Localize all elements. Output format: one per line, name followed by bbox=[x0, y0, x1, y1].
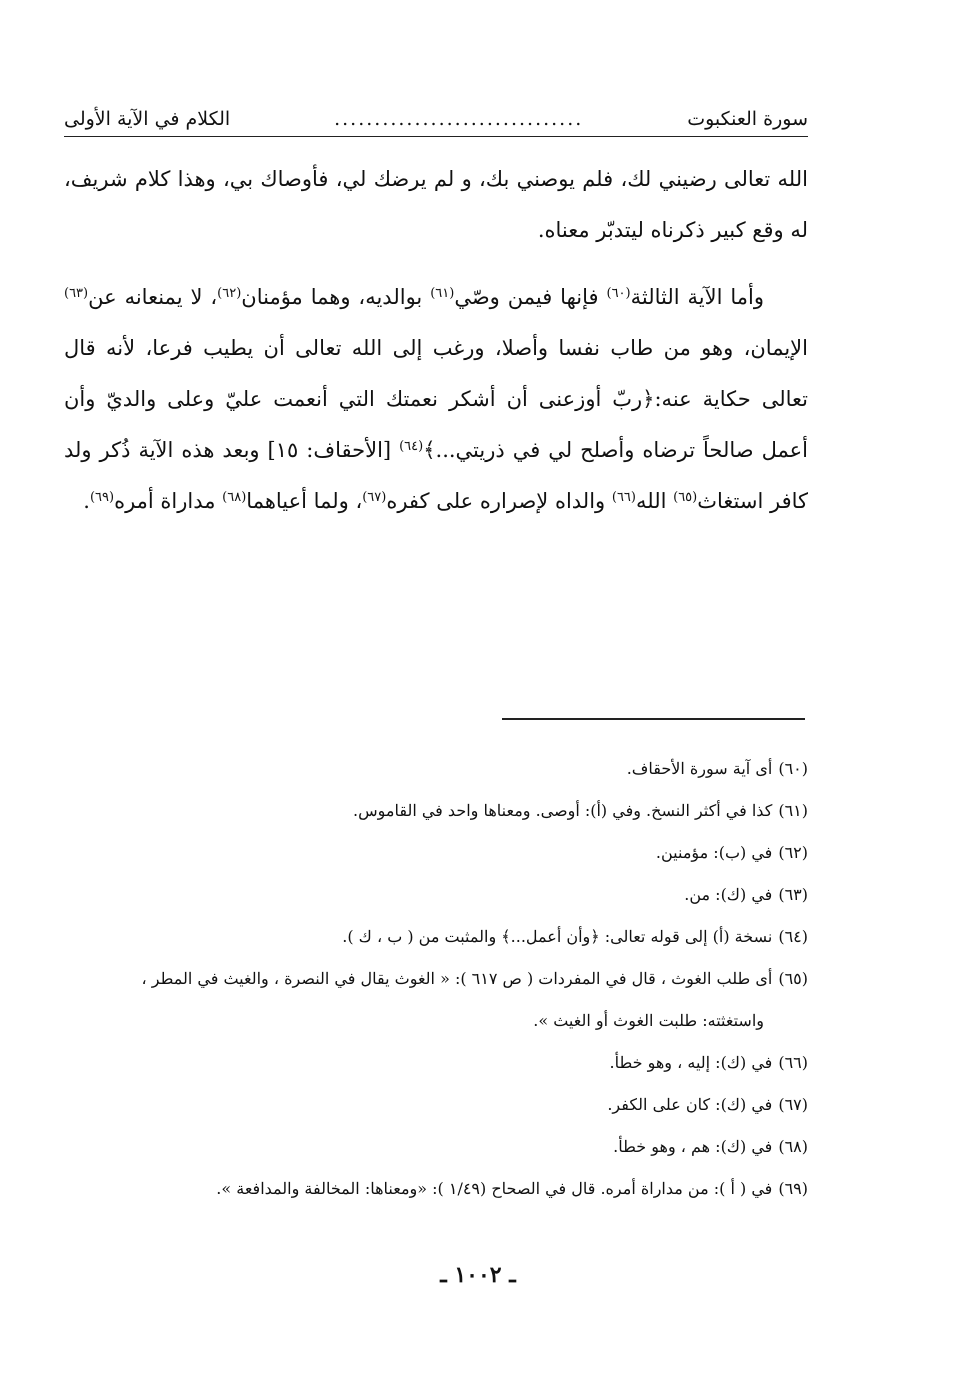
footnote bbox=[60, 1084, 808, 1126]
paragraph-text: الله bbox=[635, 489, 674, 513]
footnote-number: (٦٢) bbox=[778, 843, 808, 862]
header-leader-dots: ............................... bbox=[334, 108, 584, 130]
footnote-number: (٦٠) bbox=[778, 759, 808, 778]
footnote bbox=[60, 748, 808, 790]
main-text bbox=[64, 154, 808, 527]
footnote-ref[interactable]: (٦٢) bbox=[217, 286, 242, 301]
footnote bbox=[60, 1126, 808, 1168]
footnote-text: كذا في أكثر النسخ. وفي (أ): أوصى. ومعناها واحد في القاموس. bbox=[353, 801, 773, 820]
footnote-number: (٦٤) bbox=[778, 927, 808, 946]
intro-paragraph: الله تعالى رضيني لك، فلم يوصني بك، و لم يرضك لي، فأوصاك بي، وهذا كلام شريف، له وقع كبير ذكرناه ليتدبّر معناه. bbox=[64, 167, 808, 242]
footnote bbox=[60, 1168, 808, 1210]
paragraph-text: ، لا يمنعانه عن bbox=[88, 285, 218, 309]
paragraph-text: ، ولما أعياهما bbox=[246, 489, 363, 513]
footnote-text: في (ك): إليه ، وهو خطأ. bbox=[609, 1053, 773, 1072]
footnote bbox=[60, 874, 808, 916]
footnote-ref[interactable]: (٦٩) bbox=[89, 490, 115, 505]
footnote bbox=[60, 1042, 808, 1084]
footnote-number: (٦٥) bbox=[778, 969, 808, 988]
paragraph-text: وأما الآية الثالثة bbox=[630, 285, 764, 309]
footnote-ref[interactable]: (٦٧) bbox=[362, 490, 387, 505]
paragraph-text: الإيمان، وهو من طاب نفسا وأصلا، ورغب إلى الله تعالى أن يطيب فرعا، لأنه قال تعالى حكاية عنه:﴿ربّ أوزعنى أن أشكر نعمتك التي أنعمت عليّ وعلى والديّ وأن أعمل صالحاً ترضاه وأصلح لي في ذريتي...﴾ bbox=[64, 336, 808, 462]
footnote bbox=[60, 958, 808, 1000]
footnote-text: في (ب): مؤمنين. bbox=[655, 843, 773, 862]
paragraph-text: بوالديه، وهما مؤمنان bbox=[241, 285, 431, 309]
paragraph-text: فإنها فيمن وصّي bbox=[454, 285, 607, 309]
footnote-ref[interactable]: (٦١) bbox=[430, 286, 455, 301]
footnote-ref[interactable]: (٦٤) bbox=[399, 439, 424, 454]
footnote-continuation: واستغثته: طلبت الغوث أو الغيث ». bbox=[533, 1011, 764, 1030]
footnote-number: (٦٦) bbox=[778, 1053, 808, 1072]
paragraph-text: والداه لإصراره على كفره bbox=[386, 489, 612, 513]
footnote-text: أى طلب الغوث ، قال في المفردات ( ص ٦١٧ ): « الغوث يقال في النصرة ، والغيث في المطر ، bbox=[141, 969, 773, 988]
body-paragraph bbox=[64, 272, 808, 527]
footnote-ref[interactable]: (٦٨) bbox=[222, 490, 247, 505]
footnote-text: في (ك): هم ، وهو خطأ. bbox=[613, 1137, 773, 1156]
footnote bbox=[60, 916, 808, 958]
footnote-number: (٦٣) bbox=[778, 885, 808, 904]
running-header bbox=[64, 102, 808, 137]
paragraph-text: [الأحقاف: ١٥] وبعد هذه الآية ذُكر ولد كافر استغاث bbox=[64, 438, 808, 513]
footnote-ref[interactable]: (٦٦) bbox=[611, 490, 636, 505]
footnote-ref[interactable]: (٦٠) bbox=[606, 286, 631, 301]
footnotes bbox=[60, 748, 808, 1210]
header-section-title: الكلام في الآية الأولى bbox=[64, 108, 231, 130]
paragraph-text: مداراة أمره bbox=[114, 489, 223, 513]
footnote-number: (٦١) bbox=[778, 801, 808, 820]
footnote-number: (٦٨) bbox=[778, 1137, 808, 1156]
footnote-number: (٦٧) bbox=[778, 1095, 808, 1114]
footnote-text: في ( أ ): من مداراة أمره. قال في الصحاح (١/٤٩ ): «ومعناها: المخالفة والمدافعة ». bbox=[216, 1179, 773, 1198]
footnote-text: نسخة (أ) إلى قوله تعالى: ﴿وأن أعمل...﴾ والمثبت من ( ب ، ك ). bbox=[342, 927, 773, 946]
footnote-divider bbox=[502, 718, 805, 720]
footnote-number: (٦٩) bbox=[778, 1179, 808, 1198]
page-number: ـ ١٠٠٢ ـ bbox=[440, 1262, 516, 1288]
footnote-text: في (ك): من. bbox=[684, 885, 773, 904]
footnote bbox=[60, 832, 808, 874]
footnote-ref[interactable]: (٦٣) bbox=[64, 286, 89, 301]
footnote-text: أى آية سورة الأحقاف. bbox=[626, 759, 773, 778]
header-surah-title: سورة العنكبوت bbox=[687, 108, 808, 130]
footnote-text: في (ك): كان على الكفر. bbox=[607, 1095, 773, 1114]
footnote bbox=[60, 790, 808, 832]
footnote-ref[interactable]: (٦٥) bbox=[673, 490, 698, 505]
paragraph-text: . bbox=[83, 489, 90, 513]
